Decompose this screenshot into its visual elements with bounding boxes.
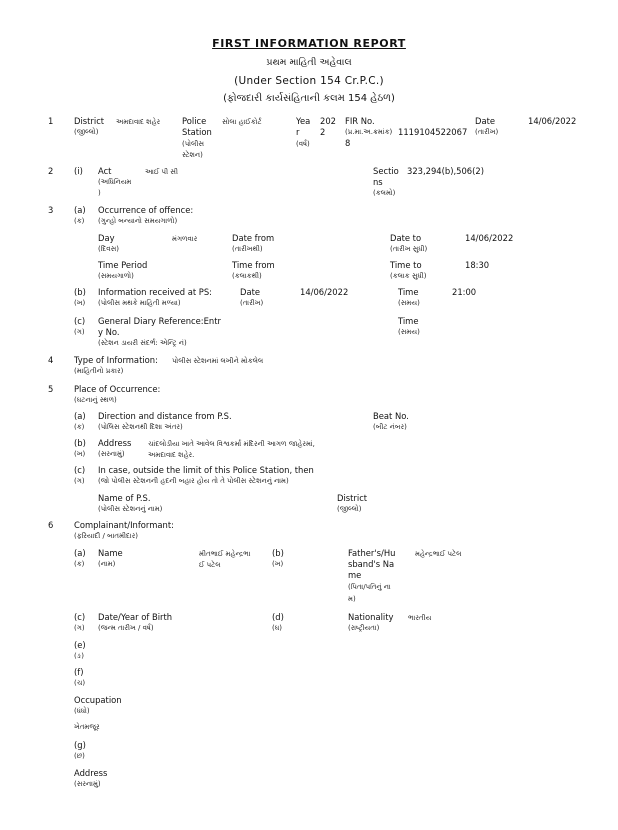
general-diary-label: y No. xyxy=(98,327,120,337)
subsection-c-gujarati: (ગ) xyxy=(74,477,85,485)
ps-name-label-gujarati: (પોલીસ સ્ટેશનનું નામ) xyxy=(98,505,163,513)
date-to-value: 14/06/2022 xyxy=(465,233,514,243)
subsection-c-gujarati: (ગ) xyxy=(74,328,85,336)
subsection-e-gujarati: (ઙ) xyxy=(74,652,84,660)
place-of-occurrence-label: Place of Occurrence: xyxy=(74,384,161,394)
complainant-address-label-gujarati: (સરનામું) xyxy=(74,780,101,788)
general-diary-label-gujarati: (સ્ટેશન ડાયરી સંદર્ભ: એન્ટ્રિ નં) xyxy=(98,339,187,347)
date-to-label: Date to xyxy=(390,233,422,243)
diary-time-label: Time xyxy=(398,316,419,326)
date-label-gujarati: (તારીખ) xyxy=(475,128,499,136)
time-period-label: Time Period xyxy=(98,260,148,270)
direction-distance-label: Direction and distance from P.S. xyxy=(98,411,232,421)
year-value: 2 xyxy=(320,127,326,137)
beat-number-label: Beat No. xyxy=(373,411,409,421)
district-value: અમદાવાદ શહેર xyxy=(116,118,161,126)
day-label: Day xyxy=(98,233,115,243)
complainant-name-value: ઈ પટેલ xyxy=(199,561,221,569)
place-of-occurrence-label-gujarati: (ઘટનાનું સ્થળ) xyxy=(74,396,117,404)
act-label: Act xyxy=(98,166,112,176)
info-date-label: Date xyxy=(240,287,261,297)
act-label-gujarati: ) xyxy=(98,189,101,197)
time-to-label-gujarati: (કલાક સુધી) xyxy=(390,272,427,280)
date-from-label-gujarati: (તારીખથી) xyxy=(232,245,263,253)
time-from-label-gujarati: (કલાકથી) xyxy=(232,272,262,280)
complainant-name-value: મીતભાઈ મહેન્દ્રભા xyxy=(199,550,251,558)
complainant-label-gujarati: (ફરિયાદી / બાતમીદાર) xyxy=(74,532,139,540)
fir-number-label-gujarati: (પ્ર.મા.અ.ક્રમાંક) xyxy=(345,128,393,136)
ps-name-label: Name of P.S. xyxy=(98,493,151,503)
nationality-value: ભારતીય xyxy=(408,614,432,622)
information-type-value: પોલીસ સ્ટેશનમાં લખીને મોકલેલ xyxy=(172,357,264,365)
occupation-label: Occupation xyxy=(74,695,122,705)
father-husband-name-label: me xyxy=(348,570,362,580)
subsection-a-gujarati: (ક) xyxy=(74,423,85,431)
father-husband-name-label: Father's/Hu xyxy=(348,548,396,558)
subsection-e: (e) xyxy=(74,640,86,650)
subsection-c: (c) xyxy=(74,465,86,475)
time-to-value: 18:30 xyxy=(465,260,490,270)
section-number-6: 6 xyxy=(48,520,54,530)
time-period-label-gujarati: (સમયગાળો) xyxy=(98,272,134,280)
subsection-b-gujarati: (ખ) xyxy=(272,560,284,568)
complainant-name-label-gujarati: (નામ) xyxy=(98,560,116,568)
fir-number-value: 1119104522067 xyxy=(398,127,468,137)
subsection-c: (c) xyxy=(74,316,86,326)
fir-date-value: 14/06/2022 xyxy=(528,116,577,126)
info-date-label-gujarati: (તારીખ) xyxy=(240,299,264,307)
father-husband-name-label-gujarati: (પિતા/પતિનું ના xyxy=(348,583,391,591)
outside-limit-label-gujarati: (જો પોલીસ સ્ટેશનની હદની બહાર હોય તો તે પોલીસ સ્ટેશનનું નામ) xyxy=(98,477,289,485)
nationality-label: Nationality xyxy=(348,612,394,622)
act-value: આઈ પી સી xyxy=(145,168,178,176)
occurrence-address-label: Address xyxy=(98,438,132,448)
report-title-gujarati: પ્રથમ માહિતી અહેવાલ xyxy=(266,57,352,68)
occurrence-address-value: અમદાવાદ શહેર. xyxy=(148,451,195,459)
occurrence-address-label-gujarati: (સરનામું) xyxy=(98,450,125,458)
subsection-g: (g) xyxy=(74,740,86,750)
info-date-value: 14/06/2022 xyxy=(300,287,349,297)
complainant-address-label: Address xyxy=(74,768,108,778)
occurrence-label-gujarati: (ગુન્હો બન્યાનો સમયગાળો) xyxy=(98,217,178,225)
occurrence-address-value: ચાંદલોડીયા ખાતે આવેલ વિશ્વકર્મા મંદિરની આગળ જાહેરમાં, xyxy=(148,440,315,448)
father-husband-name-label-gujarati: મ) xyxy=(348,595,356,603)
outside-district-label: District xyxy=(337,493,368,503)
birth-date-label-gujarati: (જન્મ તારીખ / વર્ષ) xyxy=(98,624,154,632)
date-label: Date xyxy=(475,116,496,126)
father-husband-name-label: sband's Na xyxy=(348,559,395,569)
subsection-b-gujarati: (ખ) xyxy=(74,299,86,307)
year-value: 202 xyxy=(320,116,336,126)
report-title: FIRST INFORMATION REPORT xyxy=(212,37,406,50)
sections-label: Sectio xyxy=(373,166,399,176)
under-section: (Under Section 154 Cr.P.C.) xyxy=(234,75,384,87)
district-label-gujarati: (જીલ્લો) xyxy=(74,128,99,136)
subsection-a-gujarati: (ક) xyxy=(74,560,85,568)
subsection-b-gujarati: (ખ) xyxy=(74,450,86,458)
beat-number-label-gujarati: (બીટ નંબર) xyxy=(373,423,407,431)
subsection-b: (b) xyxy=(74,438,86,448)
general-diary-label: General Diary Reference:Entr xyxy=(98,316,221,326)
sections-value: 323,294(b),506(2) xyxy=(407,166,484,176)
info-time-value: 21:00 xyxy=(452,287,477,297)
year-label: Yea xyxy=(296,116,311,126)
section-number-5: 5 xyxy=(48,384,54,394)
outside-district-label-gujarati: (જીલ્લો) xyxy=(337,505,362,513)
information-type-label-gujarati: (માહિતીનો પ્રકાર) xyxy=(74,367,124,375)
sections-label: ns xyxy=(373,177,383,187)
fir-number-value: 8 xyxy=(345,138,351,148)
police-station-label: Police xyxy=(182,116,207,126)
subsection-i: (i) xyxy=(74,166,83,176)
year-label: r xyxy=(296,127,300,137)
birth-date-label: Date/Year of Birth xyxy=(98,612,173,622)
subsection-c: (c) xyxy=(74,612,86,622)
subsection-a: (a) xyxy=(74,411,86,421)
subsection-b: (b) xyxy=(272,548,284,558)
act-label-gujarati: (અધિનિયમ xyxy=(98,178,132,186)
police-station-label-gujarati: (પોલીસ xyxy=(182,140,204,148)
police-station-label-gujarati: સ્ટેશન) xyxy=(182,151,203,159)
section-number-3: 3 xyxy=(48,205,54,215)
section-number-1: 1 xyxy=(48,116,54,126)
subsection-b: (b) xyxy=(74,287,86,297)
subsection-a-gujarati: (ક) xyxy=(74,217,85,225)
diary-time-label-gujarati: (સમય) xyxy=(398,328,420,336)
date-to-label-gujarati: (તારીખ સુધી) xyxy=(390,245,428,253)
occupation-label-gujarati: (ધંધો) xyxy=(74,707,90,715)
subsection-a: (a) xyxy=(74,205,86,215)
section-number-2: 2 xyxy=(48,166,54,176)
subsection-c-gujarati: (ગ) xyxy=(74,624,85,632)
sections-label-gujarati: (કલમો) xyxy=(373,189,396,197)
direction-distance-label-gujarati: (પોલિસ સ્ટેશનથી દિશા અંતર) xyxy=(98,423,183,431)
father-husband-name-value: મહેન્દ્રભાઈ પટેલ xyxy=(415,550,462,558)
subsection-d-gujarati: (ઘ) xyxy=(272,624,283,632)
section-number-4: 4 xyxy=(48,355,54,365)
complainant-label: Complainant/Informant: xyxy=(74,520,174,530)
subsection-f-gujarati: (ચ) xyxy=(74,679,86,687)
information-type-label: Type of Information: xyxy=(74,355,158,365)
date-from-label: Date from xyxy=(232,233,275,243)
day-label-gujarati: (દિવસ) xyxy=(98,245,119,253)
district-label: District xyxy=(74,116,105,126)
time-from-label: Time from xyxy=(232,260,275,270)
police-station-label: Station xyxy=(182,127,212,137)
subsection-f: (f) xyxy=(74,667,84,677)
day-value: મંગળવાર xyxy=(172,235,198,243)
subsection-g-gujarati: (છ) xyxy=(74,752,85,760)
info-time-label: Time xyxy=(398,287,419,297)
subsection-a: (a) xyxy=(74,548,86,558)
complainant-name-label: Name xyxy=(98,548,123,558)
info-received-label-gujarati: (પોલીસ મથકે માહિતી મળ્યા) xyxy=(98,299,181,307)
police-station-value: સોલા હાઈકોર્ટ xyxy=(222,118,262,126)
time-to-label: Time to xyxy=(390,260,422,270)
info-received-label: Information received at PS: xyxy=(98,287,212,297)
subsection-d: (d) xyxy=(272,612,284,622)
info-time-label-gujarati: (સમય) xyxy=(398,299,420,307)
fir-number-label: FIR No. xyxy=(345,116,375,126)
nationality-label-gujarati: (રાષ્ટ્રીયતા) xyxy=(348,624,380,632)
occupation-value: ખેતમજૂર xyxy=(74,723,100,731)
year-label-gujarati: (વર્ષ) xyxy=(296,140,310,148)
under-section-gujarati: (ફોજદારી કાર્યસંહિતાની કલમ 154 હેઠળ) xyxy=(223,93,395,104)
occurrence-label: Occurrence of offence: xyxy=(98,205,194,215)
outside-limit-label: In case, outside the limit of this Police Station, then xyxy=(98,465,314,475)
